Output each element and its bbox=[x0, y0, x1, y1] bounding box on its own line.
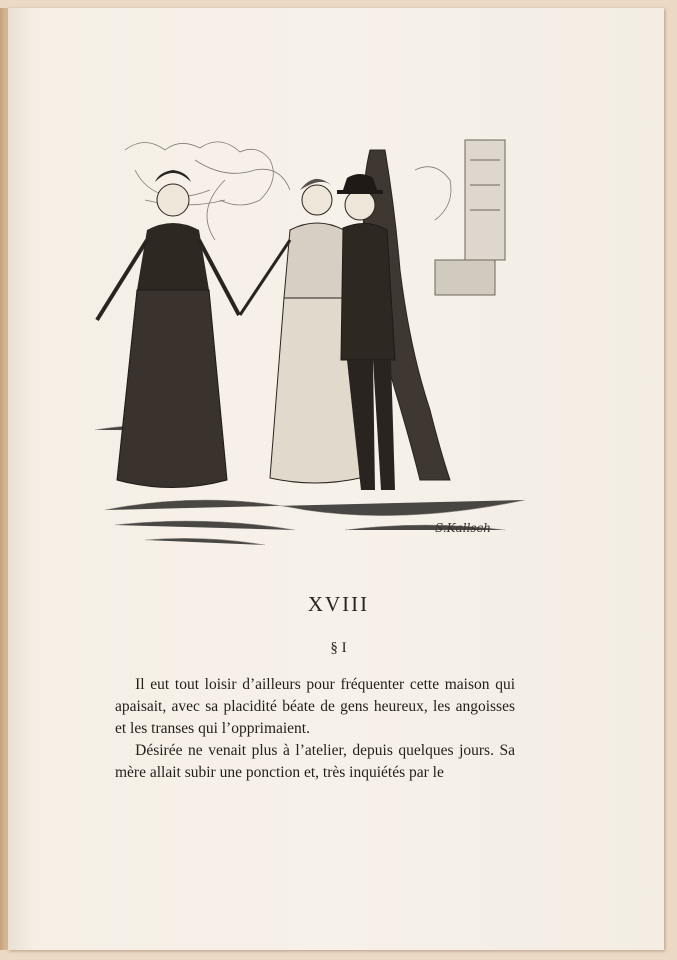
paragraph: Désirée ne venait plus à l’atelier, depuis quelques jours. Sa mère allait subir une ponction et, très inquiétés par le bbox=[115, 742, 515, 781]
woman-left-figure bbox=[97, 170, 239, 488]
section-mark: § I bbox=[330, 640, 347, 656]
body-text bbox=[115, 674, 515, 784]
etching-illustration bbox=[85, 130, 555, 560]
chapter-title: XVIII bbox=[307, 592, 370, 616]
artist-signature: S.Kallsch bbox=[435, 521, 492, 535]
background-building bbox=[435, 140, 505, 295]
paragraph: Il eut tout loisir d’ailleurs pour fréquenter cette maison qui apaisait, avec sa placidité béate de gens heureux, les angoisses et les transes qui l’opprimaient. bbox=[115, 676, 515, 737]
